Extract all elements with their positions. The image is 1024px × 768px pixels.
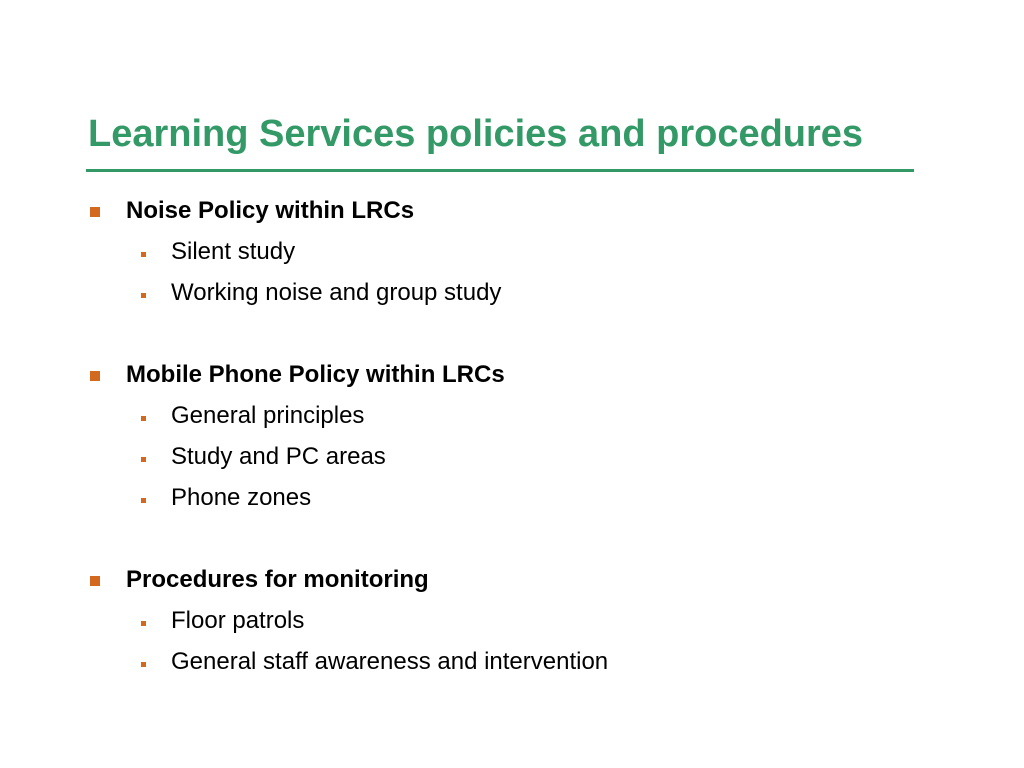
- list-item: General principles: [171, 402, 365, 429]
- title-underline: [86, 169, 914, 172]
- small-square-bullet-icon: [141, 498, 146, 503]
- square-bullet-icon: [90, 576, 100, 586]
- section-heading-mobile-phone-policy: Mobile Phone Policy within LRCs: [126, 361, 505, 388]
- small-square-bullet-icon: [141, 293, 146, 298]
- small-square-bullet-icon: [141, 621, 146, 626]
- list-item: General staff awareness and intervention: [171, 648, 609, 675]
- list-item: Silent study: [171, 238, 296, 265]
- list-item: Floor patrols: [171, 607, 305, 634]
- small-square-bullet-icon: [141, 457, 146, 462]
- small-square-bullet-icon: [141, 416, 146, 421]
- list-item: Study and PC areas: [171, 443, 386, 470]
- list-item: Phone zones: [171, 484, 312, 511]
- square-bullet-icon: [90, 207, 100, 217]
- section-heading-procedures-monitoring: Procedures for monitoring: [126, 566, 429, 593]
- square-bullet-icon: [90, 371, 100, 381]
- small-square-bullet-icon: [141, 252, 146, 257]
- small-square-bullet-icon: [141, 662, 146, 667]
- list-item: Working noise and group study: [171, 279, 502, 306]
- section-heading-noise-policy: Noise Policy within LRCs: [126, 197, 415, 224]
- slide-title: Learning Services policies and procedures: [88, 113, 864, 155]
